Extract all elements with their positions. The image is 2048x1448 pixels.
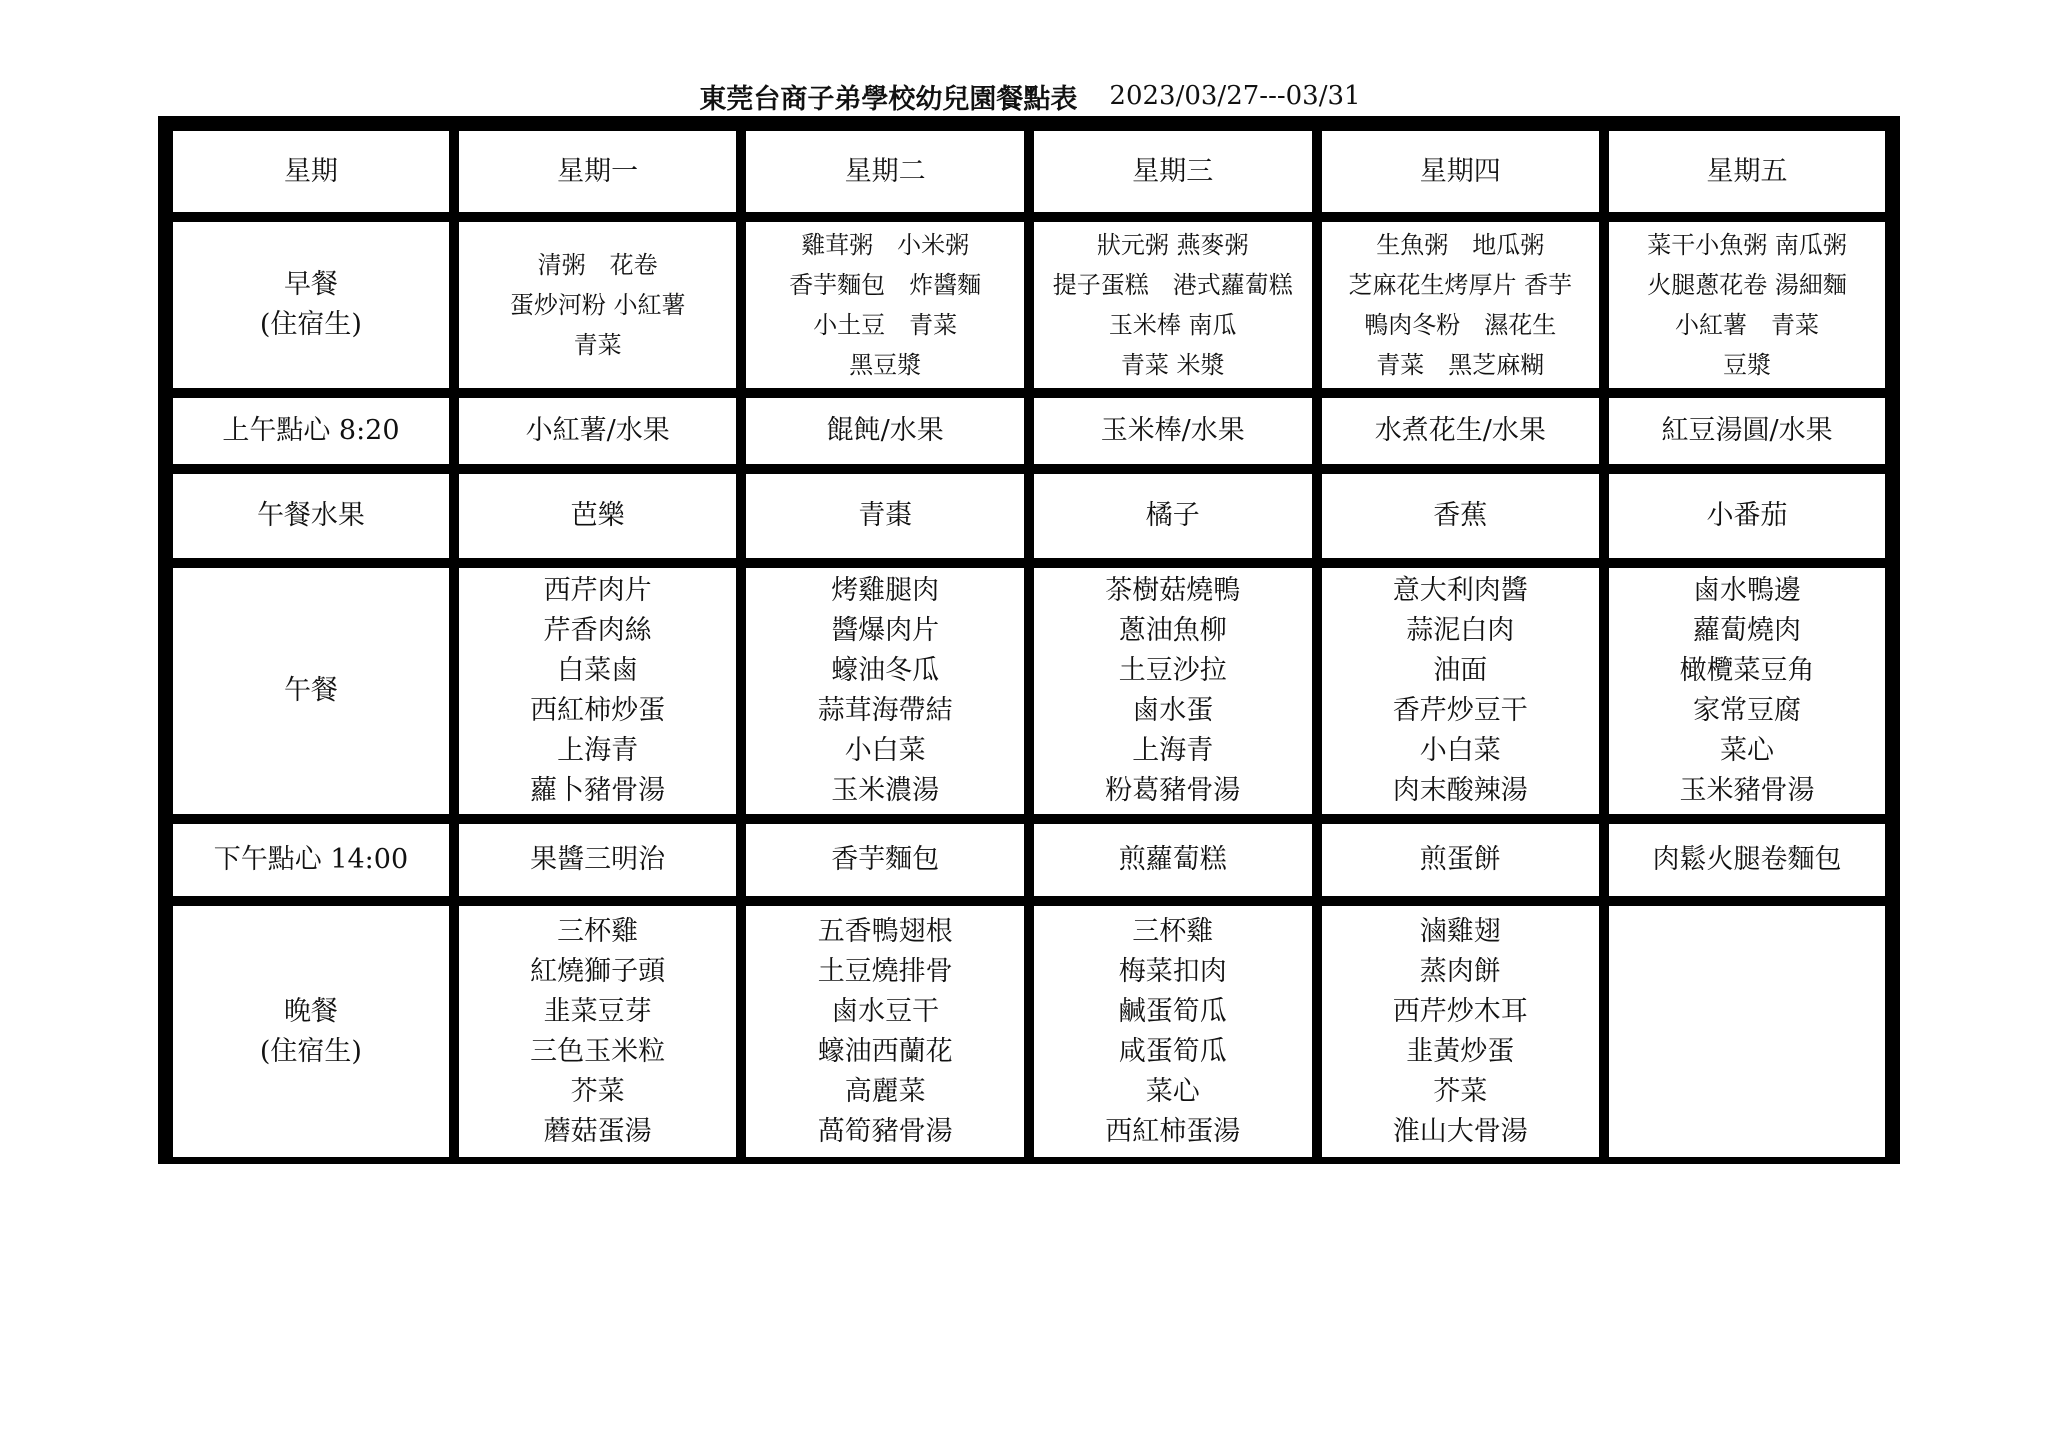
afternoon-snack-row bbox=[171, 822, 1887, 898]
menu-item: 玉米棒/水果 bbox=[1100, 415, 1245, 446]
menu-item: 芭樂 bbox=[570, 500, 625, 531]
menu-cell bbox=[1032, 220, 1314, 390]
date-range: 2023/03/27---03/31 bbox=[1109, 81, 1361, 111]
menu-item: 上海青 bbox=[557, 735, 639, 766]
menu-item: 火腿蔥花卷 湯細麵 bbox=[1647, 271, 1847, 299]
menu-item: 雞茸粥 小米粥 bbox=[801, 231, 970, 259]
menu-cell bbox=[1607, 396, 1887, 466]
menu-item: 橄欖菜豆角 bbox=[1679, 655, 1815, 686]
menu-cell bbox=[1607, 472, 1887, 560]
menu-cell bbox=[1320, 822, 1602, 898]
menu-item: 蛋炒河粉 小紅薯 bbox=[509, 291, 686, 319]
menu-item: 西紅柿蛋湯 bbox=[1105, 1115, 1241, 1147]
menu-cell bbox=[457, 220, 739, 390]
morning-snack-row bbox=[171, 396, 1887, 466]
menu-item: 土豆沙拉 bbox=[1118, 655, 1227, 686]
menu-item: 煎蛋餅 bbox=[1419, 844, 1501, 875]
row-label-line: 午餐 bbox=[283, 675, 338, 706]
menu-item: 黑豆漿 bbox=[849, 351, 922, 379]
menu-item: 蘑菇蛋湯 bbox=[543, 1115, 652, 1147]
menu-item: 小紅薯/水果 bbox=[525, 415, 670, 446]
row-label bbox=[171, 220, 451, 390]
lunch-row bbox=[171, 566, 1887, 816]
menu-item: 餛飩/水果 bbox=[826, 415, 944, 446]
menu-cell bbox=[744, 396, 1026, 466]
menu-item: 水煮花生/水果 bbox=[1374, 415, 1546, 446]
menu-item: 蘿蔔燒肉 bbox=[1693, 615, 1802, 646]
menu-item: 玉米豬骨湯 bbox=[1679, 775, 1815, 806]
menu-item: 煎蘿蔔糕 bbox=[1118, 844, 1227, 875]
menu-item: 橘子 bbox=[1145, 500, 1200, 531]
menu-item: 清粥 花卷 bbox=[537, 251, 658, 279]
menu-item: 咸蛋筍瓜 bbox=[1118, 1035, 1227, 1067]
menu-item: 芥菜 bbox=[570, 1075, 625, 1107]
menu-item: 生魚粥 地瓜粥 bbox=[1376, 231, 1545, 259]
menu-cell bbox=[744, 472, 1026, 560]
menu-item: 青菜 bbox=[573, 331, 622, 359]
menu-item: 梅菜扣肉 bbox=[1118, 955, 1227, 987]
column-header: 星期四 bbox=[1320, 129, 1602, 214]
menu-item: 小番茄 bbox=[1706, 500, 1788, 531]
menu-item: 青棗 bbox=[858, 500, 913, 531]
column-header: 星期二 bbox=[744, 129, 1026, 214]
menu-cell bbox=[744, 822, 1026, 898]
menu-item: 西芹肉片 bbox=[543, 575, 652, 606]
menu-item: 提子蛋糕 港式蘿蔔糕 bbox=[1052, 271, 1293, 299]
menu-item: 香芋麵包 bbox=[831, 844, 940, 875]
menu-item: 韭菜豆芽 bbox=[543, 995, 652, 1027]
menu-cell bbox=[457, 822, 739, 898]
menu-item: 韭黃炒蛋 bbox=[1406, 1035, 1515, 1067]
column-header: 星期 bbox=[171, 129, 451, 214]
menu-item: 小土豆 青菜 bbox=[813, 311, 958, 339]
menu-item: 菜干小魚粥 南瓜粥 bbox=[1647, 231, 1847, 259]
menu-cell bbox=[1607, 566, 1887, 816]
row-label-line: (住宿生) bbox=[259, 1035, 362, 1067]
menu-cell bbox=[1032, 396, 1314, 466]
menu-item: 五香鴨翅根 bbox=[817, 915, 953, 947]
row-label bbox=[171, 472, 451, 560]
menu-item: 小白菜 bbox=[1419, 735, 1501, 766]
row-label-line: (住宿生) bbox=[259, 309, 362, 340]
menu-item: 滷雞翅 bbox=[1419, 915, 1501, 947]
menu-cell bbox=[1320, 566, 1602, 816]
menu-table-frame bbox=[158, 116, 1900, 1164]
menu-item: 高麗菜 bbox=[844, 1075, 926, 1107]
menu-cell bbox=[1607, 822, 1887, 898]
row-label-line: 上午點心 8:20 bbox=[222, 415, 400, 446]
row-label-line: 晚餐 bbox=[283, 995, 338, 1027]
menu-item: 香蕉 bbox=[1433, 500, 1488, 531]
menu-cell bbox=[744, 904, 1026, 1159]
menu-item: 醬爆肉片 bbox=[831, 615, 940, 646]
row-label-line: 午餐水果 bbox=[256, 500, 365, 531]
menu-cell bbox=[1032, 904, 1314, 1159]
page-title: 東莞台商子弟學校幼兒園餐點表 bbox=[699, 83, 1078, 115]
menu-item: 家常豆腐 bbox=[1693, 695, 1802, 726]
column-header: 星期三 bbox=[1032, 129, 1314, 214]
lunch-fruit-row bbox=[171, 472, 1887, 560]
menu-item: 鹹蛋筍瓜 bbox=[1118, 995, 1227, 1027]
row-label-line: 早餐 bbox=[283, 269, 338, 300]
menu-item: 萵筍豬骨湯 bbox=[817, 1115, 953, 1147]
menu-item: 白菜鹵 bbox=[557, 655, 639, 686]
menu-item: 菜心 bbox=[1720, 735, 1775, 766]
menu-item: 三杯雞 bbox=[1132, 915, 1214, 947]
menu-item: 土豆燒排骨 bbox=[817, 955, 953, 987]
menu-item: 鹵水鴨邊 bbox=[1693, 575, 1802, 606]
menu-item: 肉鬆火腿卷麵包 bbox=[1652, 844, 1842, 875]
menu-table bbox=[165, 123, 1893, 1165]
menu-cell bbox=[1320, 220, 1602, 390]
menu-item: 狀元粥 燕麥粥 bbox=[1096, 231, 1249, 259]
menu-item: 三杯雞 bbox=[557, 915, 639, 947]
menu-cell bbox=[1032, 472, 1314, 560]
menu-item: 肉末酸辣湯 bbox=[1392, 775, 1528, 806]
menu-item: 玉米濃湯 bbox=[831, 775, 940, 806]
menu-cell bbox=[1320, 472, 1602, 560]
dinner-row bbox=[171, 904, 1887, 1159]
menu-item: 鴨肉冬粉 濕花生 bbox=[1364, 311, 1557, 339]
menu-cell bbox=[1607, 904, 1887, 1159]
menu-item: 淮山大骨湯 bbox=[1392, 1115, 1528, 1147]
menu-item: 香芋麵包 炸醬麵 bbox=[789, 271, 982, 299]
menu-cell bbox=[457, 472, 739, 560]
menu-item: 蠔油冬瓜 bbox=[831, 655, 940, 686]
menu-cell bbox=[1032, 566, 1314, 816]
menu-item: 油面 bbox=[1433, 655, 1488, 686]
header-row bbox=[171, 129, 1887, 214]
row-label bbox=[171, 396, 451, 466]
menu-cell bbox=[1607, 220, 1887, 390]
menu-item: 果醬三明治 bbox=[530, 844, 666, 875]
menu-item: 玉米棒 南瓜 bbox=[1108, 311, 1237, 339]
menu-item: 蠔油西蘭花 bbox=[817, 1035, 953, 1067]
row-label bbox=[171, 904, 451, 1159]
menu-cell bbox=[457, 904, 739, 1159]
menu-item: 蔥油魚柳 bbox=[1118, 615, 1227, 646]
row-label-line: 下午點心 14:00 bbox=[213, 844, 409, 875]
menu-item: 蒸肉餅 bbox=[1419, 955, 1501, 987]
menu-cell bbox=[744, 220, 1026, 390]
menu-item: 西紅柿炒蛋 bbox=[530, 695, 666, 726]
column-header: 星期五 bbox=[1607, 129, 1887, 214]
page-header bbox=[160, 74, 1900, 118]
row-label bbox=[171, 822, 451, 898]
menu-item: 菜心 bbox=[1145, 1075, 1200, 1107]
menu-cell bbox=[744, 566, 1026, 816]
menu-item: 青菜 黑芝麻糊 bbox=[1376, 351, 1545, 379]
breakfast-row bbox=[171, 220, 1887, 390]
menu-item: 西芹炒木耳 bbox=[1392, 995, 1528, 1027]
menu-item: 茶樹菇燒鴨 bbox=[1105, 575, 1241, 606]
menu-item: 紅豆湯圓/水果 bbox=[1661, 415, 1833, 446]
menu-cell bbox=[1032, 822, 1314, 898]
menu-item: 豆漿 bbox=[1723, 351, 1772, 379]
menu-item: 三色玉米粒 bbox=[530, 1035, 666, 1067]
menu-item: 小白菜 bbox=[844, 735, 926, 766]
menu-item: 鹵水豆干 bbox=[831, 995, 940, 1027]
menu-item: 紅燒獅子頭 bbox=[530, 955, 666, 987]
menu-item: 鹵水蛋 bbox=[1132, 695, 1214, 726]
menu-item: 香芹炒豆干 bbox=[1392, 695, 1528, 726]
column-header: 星期一 bbox=[457, 129, 739, 214]
menu-cell bbox=[457, 566, 739, 816]
menu-cell bbox=[1320, 904, 1602, 1159]
menu-item: 蒜茸海帶結 bbox=[817, 695, 953, 726]
menu-item: 上海青 bbox=[1132, 735, 1214, 766]
menu-item: 芥菜 bbox=[1433, 1075, 1488, 1107]
menu-cell bbox=[457, 396, 739, 466]
menu-item: 蒜泥白肉 bbox=[1406, 615, 1515, 646]
row-label bbox=[171, 566, 451, 816]
menu-item: 小紅薯 青菜 bbox=[1675, 311, 1820, 339]
menu-item: 芝麻花生烤厚片 香芋 bbox=[1348, 271, 1573, 299]
menu-item: 粉葛豬骨湯 bbox=[1105, 775, 1241, 806]
menu-cell bbox=[1320, 396, 1602, 466]
menu-item: 烤雞腿肉 bbox=[831, 575, 940, 606]
menu-item: 青菜 米漿 bbox=[1120, 351, 1225, 379]
menu-item: 芹香肉絲 bbox=[543, 615, 652, 646]
menu-item: 意大利肉醬 bbox=[1392, 575, 1528, 606]
menu-item: 蘿卜豬骨湯 bbox=[530, 775, 666, 806]
